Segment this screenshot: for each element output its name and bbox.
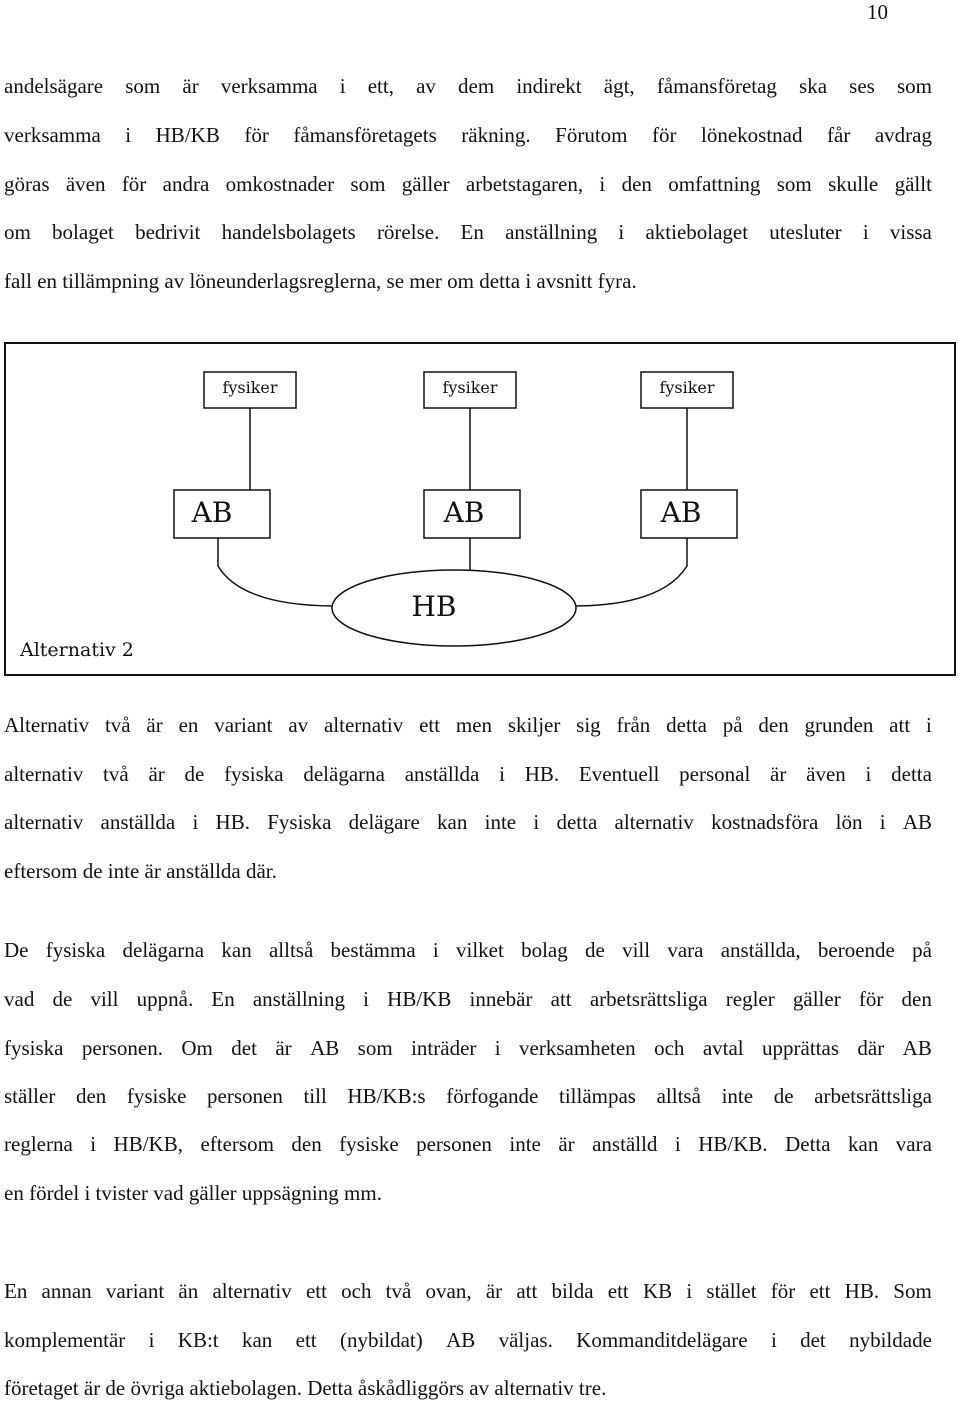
word: andelsägare	[4, 74, 104, 98]
word: är	[770, 762, 787, 786]
word: alltså	[656, 1084, 701, 1108]
word: förfogande	[446, 1084, 539, 1108]
word: inträder	[411, 1036, 477, 1060]
word: arbetsrättsliga	[589, 987, 708, 1011]
word: Kommanditdelägare	[576, 1328, 748, 1352]
word: ägt,	[603, 74, 635, 98]
word: De	[4, 938, 29, 962]
p2-line-4: eftersom de inte är anställda där.	[4, 859, 277, 883]
word: ett	[295, 1328, 317, 1352]
word: upprättas	[762, 1036, 840, 1060]
word: utesluter	[769, 220, 842, 244]
word: En	[460, 220, 484, 244]
hb-label: HB	[411, 590, 457, 623]
word: det	[231, 1036, 257, 1060]
word: komplementär	[4, 1328, 126, 1352]
p3-line-3	[4, 1034, 932, 1062]
word: i	[90, 1132, 97, 1156]
word: kan	[221, 938, 252, 962]
word: fysiske	[339, 1132, 399, 1156]
word: om	[4, 220, 31, 244]
word: göras	[4, 172, 50, 196]
word: anställda,	[720, 938, 801, 962]
word: som	[125, 74, 161, 98]
word: anställda	[404, 762, 480, 786]
word: aktiebolaget	[645, 220, 749, 244]
word: i	[770, 1328, 777, 1352]
word: lön	[835, 810, 863, 834]
physical-person-box-1	[204, 372, 296, 408]
word: skiljer	[507, 713, 561, 737]
word: avtal	[702, 1036, 744, 1060]
word: indirekt	[516, 74, 582, 98]
word: variant	[105, 1279, 165, 1303]
word: HB.	[215, 810, 250, 834]
word: två	[104, 713, 131, 737]
word: i	[494, 1036, 501, 1060]
word: även	[65, 172, 106, 196]
word: anställda	[100, 810, 176, 834]
word: verksamheten	[519, 1036, 636, 1060]
word: delägarna	[122, 938, 205, 962]
p1-line-2	[4, 121, 932, 149]
word: än	[178, 1279, 199, 1303]
word: vara	[895, 1132, 932, 1156]
word: i	[148, 1328, 155, 1352]
word: fysiska	[4, 1036, 64, 1060]
physical-person-label-3: fysiker	[659, 378, 715, 397]
word: Som	[893, 1279, 932, 1303]
word: HB/KB:s	[347, 1084, 426, 1108]
p3-line-4	[4, 1082, 932, 1110]
word: från	[616, 713, 651, 737]
word: den	[291, 1132, 322, 1156]
word: anställd	[592, 1132, 658, 1156]
word: bilda	[551, 1279, 594, 1303]
word: vill	[622, 938, 651, 962]
hb-ellipse	[332, 570, 576, 646]
word: i	[862, 220, 869, 244]
word: är	[182, 74, 199, 98]
word: ställer	[4, 1084, 56, 1108]
word: att	[516, 1279, 538, 1303]
word: rörelse.	[376, 220, 440, 244]
word: verksamma	[4, 123, 101, 147]
word: gäller	[792, 987, 841, 1011]
word: Eventuell	[578, 762, 660, 786]
word: annan	[41, 1279, 92, 1303]
word: dem	[458, 74, 495, 98]
p1-line-5: fall en tillämpning av löneunderlagsreglerna, se mer om detta i avsnitt fyra.	[4, 269, 637, 293]
word: i	[499, 762, 505, 786]
word: kan	[848, 1132, 879, 1156]
word: ses	[849, 74, 875, 98]
word: Om	[181, 1036, 213, 1060]
word: personen	[207, 1084, 283, 1108]
word: (nybildat)	[339, 1328, 423, 1352]
word: fysiske	[126, 1084, 187, 1108]
physical-person-label-2: fysiker	[442, 378, 498, 397]
word: en	[178, 713, 199, 737]
word: handelsbolagets	[221, 220, 356, 244]
word: till	[303, 1084, 327, 1108]
word: av	[288, 713, 309, 737]
word: variant	[214, 713, 273, 737]
word: alltså	[268, 938, 314, 962]
word: och	[341, 1279, 372, 1303]
word: HB/KB	[155, 123, 220, 147]
word: lönekostnad	[701, 123, 803, 147]
word: vissa	[889, 220, 932, 244]
physical-person-box-3	[641, 372, 733, 408]
word: är	[146, 713, 163, 737]
word: skulle	[828, 172, 879, 196]
p3-line-6: en fördel i tvister vad gäller uppsägning mm.	[4, 1181, 382, 1205]
word: alternativ	[212, 1279, 292, 1303]
word: AB	[902, 810, 932, 834]
word: fåmansföretag	[656, 74, 777, 98]
word: vara	[667, 938, 704, 962]
p4-line-1	[4, 1277, 932, 1305]
word: AB	[902, 1036, 932, 1060]
word: fysiska	[224, 762, 284, 786]
word: bolag	[521, 938, 568, 962]
word: två	[385, 1279, 412, 1303]
word: stället	[706, 1279, 757, 1303]
word: omkostnader	[225, 172, 335, 196]
word: kostnadsföra	[711, 810, 819, 834]
word: personal	[679, 762, 751, 786]
ab-box-2	[424, 490, 520, 538]
word: i	[618, 220, 625, 244]
word: sig	[576, 713, 601, 737]
word: kan	[437, 810, 468, 834]
p3-line-5	[4, 1130, 932, 1158]
word: att	[889, 713, 911, 737]
word: beroende	[817, 938, 895, 962]
word: de	[773, 1084, 794, 1108]
word: kan	[241, 1328, 273, 1352]
word: i	[686, 1279, 693, 1303]
word: delägare	[348, 810, 420, 834]
word: regler	[725, 987, 775, 1011]
word: och	[654, 1036, 685, 1060]
p2-line-3	[4, 808, 932, 836]
word: den	[621, 172, 652, 196]
word: En	[211, 987, 235, 1011]
word: i	[533, 810, 540, 834]
word: alternativ	[4, 810, 84, 834]
ab-label-2: AB	[443, 496, 485, 529]
word: nybildade	[849, 1328, 932, 1352]
word: HB/KB.	[698, 1132, 768, 1156]
word: de	[52, 987, 73, 1011]
word: AB	[446, 1328, 476, 1352]
word: detta	[556, 810, 598, 834]
word: detta	[666, 713, 707, 737]
word: som	[357, 1036, 393, 1060]
word: avdrag	[874, 123, 932, 147]
word: den	[75, 1084, 107, 1108]
word: Förutom	[555, 123, 628, 147]
word: gällt	[894, 172, 932, 196]
word: fåmansföretagets	[293, 123, 437, 147]
word: i	[432, 938, 439, 962]
word: i	[599, 172, 606, 196]
word: eftersom	[200, 1132, 274, 1156]
word: reglerna	[4, 1132, 73, 1156]
word: inte	[721, 1084, 754, 1108]
word: att	[550, 987, 572, 1011]
word: för	[770, 1279, 796, 1303]
word: ett	[305, 1279, 327, 1303]
word: av	[416, 74, 436, 98]
p1-line-1	[4, 72, 932, 100]
word: vad	[4, 987, 35, 1011]
word: bedrivit	[135, 220, 201, 244]
page-number: 10	[867, 0, 888, 24]
p3-line-1	[4, 936, 932, 964]
word: är	[485, 1279, 503, 1303]
word: Alternativ	[4, 713, 90, 737]
word: vill	[90, 987, 119, 1011]
word: i	[925, 713, 932, 737]
word: HB/KB,	[113, 1132, 183, 1156]
word: inte	[484, 810, 517, 834]
word: ska	[799, 74, 828, 98]
word: innebär	[469, 987, 533, 1011]
word: i	[339, 74, 346, 98]
diagram-caption: Alternativ 2	[20, 639, 134, 661]
word: det	[800, 1328, 826, 1352]
word: arbetsrättsliga	[814, 1084, 932, 1108]
word: uppnå.	[136, 987, 194, 1011]
word: även	[806, 762, 846, 786]
p1-line-3	[4, 170, 932, 198]
connector-ab-hb-1	[218, 538, 336, 606]
word: bestämma	[330, 938, 416, 962]
word: i	[363, 987, 370, 1011]
word: tillämpas	[558, 1084, 636, 1108]
word: för	[121, 172, 147, 196]
word: de	[585, 938, 605, 962]
alternative-2-diagram	[4, 342, 956, 676]
word: som	[776, 172, 812, 196]
word: som	[896, 74, 932, 98]
word: bolaget	[52, 220, 114, 244]
word: vilket	[456, 938, 504, 962]
ab-label-1: AB	[191, 496, 233, 529]
word: på	[912, 938, 932, 962]
word: två	[103, 762, 129, 786]
word: ovan,	[425, 1279, 472, 1303]
word: HB.	[844, 1279, 880, 1303]
p2-line-1	[4, 711, 932, 739]
p3-line-2	[4, 985, 932, 1013]
p4-line-3: företaget är de övriga aktiebolagen. Detta åskådliggörs av alternativ tre.	[4, 1376, 607, 1400]
word: KB:t	[177, 1328, 219, 1352]
word: väljas.	[498, 1328, 553, 1352]
word: verksamma	[220, 74, 318, 98]
word: de	[184, 762, 205, 786]
word: AB	[310, 1036, 340, 1060]
ab-box-3	[641, 490, 737, 538]
word: anställning	[252, 987, 346, 1011]
p2-line-2	[4, 760, 932, 788]
word: på	[722, 713, 743, 737]
word: delägarna	[303, 762, 385, 786]
word: HB/KB	[387, 987, 452, 1011]
word: i	[865, 762, 872, 786]
word: men	[455, 713, 493, 737]
word: inte	[509, 1132, 541, 1156]
word: grunden	[804, 713, 874, 737]
word: är	[275, 1036, 292, 1060]
word: i	[192, 810, 199, 834]
ab-label-3: AB	[660, 496, 702, 529]
word: En	[4, 1279, 28, 1303]
word: arbetstagaren,	[465, 172, 584, 196]
word: alternativ	[4, 762, 84, 786]
word: anställning	[505, 220, 598, 244]
word: alternativ	[614, 810, 694, 834]
word: detta	[891, 762, 932, 786]
word: får	[827, 123, 851, 147]
connector-ab-hb-3	[572, 538, 687, 606]
word: är	[558, 1132, 575, 1156]
p4-line-2	[4, 1326, 932, 1354]
word: HB.	[524, 762, 560, 786]
word: omfattning	[668, 172, 761, 196]
word: räkning.	[461, 123, 531, 147]
word: personen	[416, 1132, 492, 1156]
word: ett,	[367, 74, 394, 98]
word: i	[674, 1132, 681, 1156]
word: i	[879, 810, 886, 834]
word: andra	[162, 172, 210, 196]
word: ett	[809, 1279, 831, 1303]
word: alternativ	[323, 713, 404, 737]
p1-line-4	[4, 218, 932, 246]
word: för	[652, 123, 677, 147]
physical-person-label-1: fysiker	[222, 378, 278, 397]
word: ett	[419, 713, 441, 737]
word: den	[758, 713, 789, 737]
word: i	[125, 123, 132, 147]
word: Detta	[785, 1132, 831, 1156]
word: KB	[642, 1279, 673, 1303]
word: för	[244, 123, 269, 147]
word: för	[858, 987, 884, 1011]
word: ett	[607, 1279, 629, 1303]
word: fysiska	[45, 938, 106, 962]
ab-box-1	[174, 490, 270, 538]
word: personen.	[81, 1036, 163, 1060]
word: den	[901, 987, 932, 1011]
word: där	[857, 1036, 885, 1060]
word: är	[148, 762, 165, 786]
physical-person-box-2	[424, 372, 516, 408]
word: gäller	[401, 172, 450, 196]
word: Fysiska	[267, 810, 332, 834]
word: som	[350, 172, 386, 196]
